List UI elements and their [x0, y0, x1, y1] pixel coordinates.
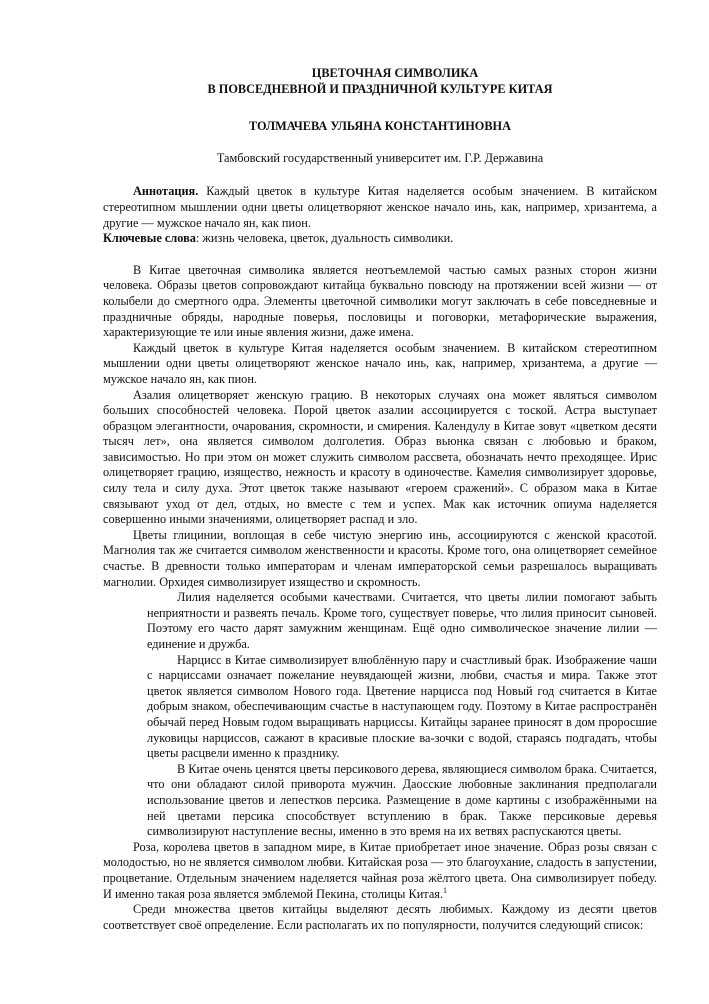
rose-paragraph-text: Роза, королева цветов в западном мире, в Китае приобретает иное значение. Образ розы связан с молодостью, но не является символом любви. Китайская роза — это благоухание, сладость в запустении, процветание. Отдельным значением наделяется чайная роза жёлтого цвета. Она символизирует победу. И именно такая роза является эмблемой Пекина, столицы Китая.	[103, 839, 657, 901]
indented-paragraph: Нарцисс в Китае символизирует влюблённую пару и счастливый брак. Изображение чаши с нарциссами означает пожелание неувядающей жизни, любви, счастья и мира. Также этот цветок является символом Нового года. Цветение нарцисса под Новый год считается в Китае добрым знаком, обеспечивающим счастье в наступающем году. Поэтому в Китае распространён обычай перед Новым годом выращивать нарциссы. Китайцы заранее приносят в дом проросшие луковицы нарциссов, сажают в красивые плоские ва-зочки с водой, стараясь подгадать, чтобы цветы расцвели именно к празднику.	[147, 652, 657, 761]
indented-paragraph: В Китае очень ценятся цветы персикового дерева, являющиеся символом брака. Считается, что они обладают силой приворота мужчин. Даосские любовные заклинания предполагали использование цветов и лепестков персика. Размещение в доме картины с изображёнными на ней цветами персика способствует вступлению в брак. Также персиковые деревья символизируют наступление весны, именно в это время на их ветвях распускаются цветы.	[147, 761, 657, 839]
title-line-1: ЦВЕТОЧНАЯ СИМВОЛИКА	[311, 66, 479, 80]
author-name: ТОЛМАЧЕВА УЛЬЯНА КОНСТАНТИНОВНА	[248, 119, 512, 134]
body-paragraph	[103, 840, 657, 902]
section-gap	[103, 247, 657, 263]
body-paragraph: Каждый цветок в культуре Китая наделяется особым значением. В китайском стереотипном мышлении одни цветы олицетворяют женское начало инь, как, например, хризантема, а другие — мужское начало ян, как пион.	[103, 340, 657, 386]
abstract-text: Каждый цветок в культуре Китая наделяется особым значением. В китайском стереотипном мышлении одни цветы олицетворяют женское начало инь, как, например, хризантема, а другие — мужское начало ян, как пион.	[103, 184, 657, 230]
keywords-label: Ключевые слова	[103, 231, 196, 246]
abstract	[103, 184, 657, 231]
keywords	[103, 231, 657, 247]
body-paragraph: Среди множества цветов китайцы выделяют десять любимых. Каждому из десяти цветов соответствует своё определение. Если располагать их по популярности, получится следующий список:	[103, 902, 657, 932]
keywords-text: : жизнь человека, цветок, дуальность символики.	[195, 231, 454, 246]
body-paragraph: Азалия олицетворяет женскую грацию. В некоторых случаях она может являться символом больших способностей человека. Порой цветок азалии ассоциируется с тоской. Астра выступает образцом элегантности, очарования, скромности, и смирения. Календулу в Китае зовут «цветком десяти тысяч лет», она является символом долголетия. Образ вьюнка связан с любовью и браком, зависимостью. Но при этом он может служить символом рассвета, обозначать нечто преходящее. Ирис олицетворяет грацию, изящество, нежность и красоту в одиночестве. Камелия символизирует здоровье, силу тела и силу духа. Этот цветок также называют «героем сражений». С образом мака в Китае связывают уход от дел, отдых, но вместе с тем и успех. Мак как источник опиума наделяется совершенно иными значениями, олицетворяет распад и зло.	[103, 387, 657, 527]
footnote-mark: 1	[443, 885, 448, 895]
affiliation: Тамбовский государственный университет им. Г.Р. Державина	[216, 150, 544, 165]
body-paragraph: В Китае цветочная символика является неотъемлемой частью самых разных сторон жизни человека. Образы цветов сопровождают китайца буквально повсюду на протяжении всей жизни — от колыбели до смертного одра. Элементы цветочной символики могут заключать в себе повседневные и праздничные обряды, народные поверья, пословицы и поговорки, метафорические выражения, характеризующие те или иные явления жизни, даже имена.	[103, 262, 657, 340]
abstract-label: Аннотация.	[133, 184, 199, 199]
body-paragraph: Цветы глицинии, воплощая в себе чистую энергию инь, ассоциируются с женской красотой. Магнолия так же считается символом женственности и красоты. Кроме того, она олицетворяет семейное счастье. В древности только императорам и членам императорской семьи разрешалось выращивать магнолии. Орхидея символизирует изящество и скромность.	[103, 527, 657, 589]
indented-paragraph: Лилия наделяется особыми качествами. Считается, что цветы лилии помогают забыть неприятности и развеять печаль. Кроме того, существует поверье, что лилия приносит сыновей. Поэтому его часто дарят замужним женщинам. Ещё одно символическое значение лилии — единение и дружба.	[147, 590, 657, 651]
title-line-2: В ПОВСЕДНЕВНОЙ И ПРАЗДНИЧНОЙ КУЛЬТУРЕ КИТАЯ	[207, 81, 553, 96]
